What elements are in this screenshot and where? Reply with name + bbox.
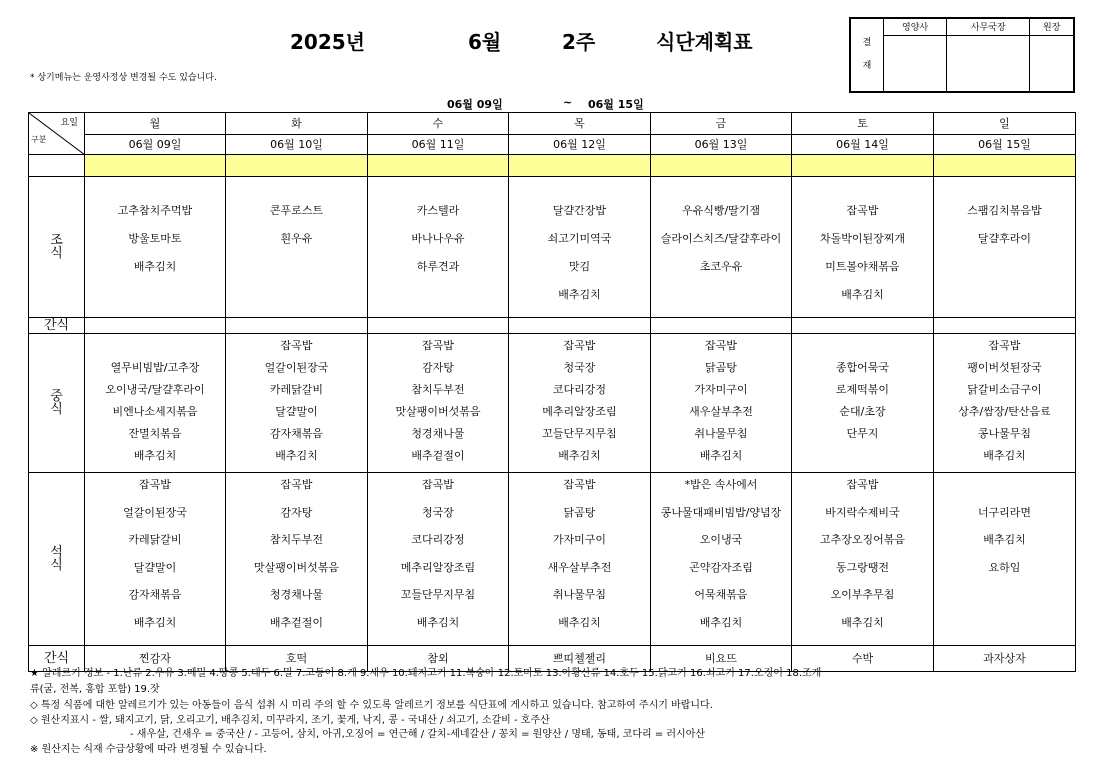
dinner-label-b: 식: [50, 557, 63, 573]
lunch-item: 잔멸치볶음: [128, 428, 182, 440]
breakfast-fri: [651, 177, 792, 318]
lunch-item: 배추겉절이: [411, 450, 465, 462]
dinner-item: 가자미구이: [552, 534, 607, 547]
breakfast-tue: [226, 177, 368, 318]
lunch-item: 상추/쌈장/탄산음료: [958, 406, 1051, 418]
lunch-item: 청경채나물: [411, 428, 465, 440]
dinner-item: 배추김치: [416, 616, 460, 629]
lunch-item: 잡곡밥: [280, 340, 313, 352]
breakfast-item: 바나나우유: [411, 233, 465, 245]
breakfast-item: 잡곡밥: [846, 205, 879, 217]
dinner-item: 요하임: [988, 561, 1021, 574]
dinner-item: 잡곡밥: [280, 479, 313, 491]
lunch-item: 오이냉국/달걀후라이: [105, 384, 205, 396]
day-sun: 일: [934, 113, 1076, 135]
dinner-item: [934, 589, 1075, 617]
breakfast-label-b: 식: [50, 246, 63, 261]
dinner-item: 배추김치: [133, 616, 177, 629]
lunch-item: 잡곡밥: [705, 340, 737, 352]
title-year: 2025년: [290, 30, 365, 54]
breakfast-label-a: 조: [50, 233, 63, 248]
breakfast-item: 하루견과: [416, 261, 460, 273]
lunch-item: 닭곰탕: [705, 362, 737, 374]
breakfast-item: 달걀후라이: [977, 233, 1032, 245]
snack1-cell: [85, 318, 226, 334]
lunch-sun: [934, 334, 1076, 473]
dinner-item: 너구리라면: [977, 506, 1032, 519]
date-wed: 06월 11일: [368, 135, 509, 155]
lunch-item: 참치두부전: [411, 384, 465, 396]
approval-box: [849, 17, 1075, 93]
dinner-item: 오이부추무침: [830, 589, 895, 602]
dinner-sun: [934, 473, 1076, 646]
dinner-item: 맛살팽이버섯볶음: [253, 561, 339, 574]
dinner-item: [934, 617, 1075, 645]
dinner-tue: [226, 473, 368, 646]
dinner-item: 감자채볶음: [128, 589, 182, 602]
highlight-cell: [85, 155, 226, 177]
lunch-sat: [792, 334, 934, 473]
snack1-cell: [226, 318, 368, 334]
breakfast-item: 방울토마토: [128, 233, 182, 245]
approval-label-bottom: 재: [862, 61, 872, 71]
dinner-item: 배추김치: [983, 534, 1026, 547]
header-corner-top: 요일: [60, 118, 78, 128]
dinner-item: 오이냉국: [699, 534, 743, 547]
lunch-item: 가자미구이: [694, 384, 748, 396]
day-thu: 목: [509, 113, 651, 135]
lunch-item: [792, 340, 933, 362]
dinner-item: 코다리강정: [411, 534, 465, 547]
dinner-thu: [509, 473, 651, 646]
dinner-mon: [85, 473, 226, 646]
approval-header-office-manager: 사무국장: [947, 18, 1030, 35]
breakfast-item: 초코우유: [699, 261, 743, 273]
lunch-item: [792, 450, 933, 472]
lunch-wed: [368, 334, 509, 473]
dinner-item: 잡곡밥: [846, 479, 879, 491]
breakfast-item: 고추참치주먹밥: [117, 205, 193, 217]
footer-origin-line2: - 새우살, 건새우 = 중국산 / - 고등어, 삼치, 아귀,오징어 = 연근해 / 갈치-세네갈산 / 꽁치 = 원양산 / 명태, 동태, 코다리 = 러시아산: [130, 729, 706, 740]
lunch-item: 닭갈비소금구이: [967, 384, 1042, 396]
lunch-item: 얼갈이된장국: [264, 362, 329, 374]
lunch-item: 취나물무침: [694, 428, 748, 440]
footer-allergy-line1: ★ 알레르기 정보 - 1.난류 2.우유 3.메밀 4.땅콩 5.대두 6.밀 7.고등어 8.게 9.새우 10.돼지고기 11.복숭아 12.토마토 13.아황산류 14.호두 15.닭고기 16.쇠고기 17.오징어 18.조개: [30, 668, 822, 679]
dinner-item: 바지락수제비국: [825, 506, 900, 519]
lunch-item: 감자채볶음: [269, 428, 324, 440]
dinner-item: *밥은 속사에서: [684, 479, 758, 491]
lunch-item: 종합어묵국: [835, 362, 890, 374]
approval-label-top: 결: [862, 37, 872, 48]
snack1-cell: [651, 318, 792, 334]
breakfast-item: 배추김치: [841, 289, 884, 301]
lunch-item: 팽이버섯된장국: [967, 362, 1042, 374]
note-top: * 상기메뉴는 운영사정상 변경될 수도 있습니다.: [30, 73, 217, 83]
highlight-cell: [651, 155, 792, 177]
dinner-item: 감자탕: [280, 506, 313, 519]
snack1-cell: [792, 318, 934, 334]
breakfast-item: 미트볼야채볶음: [825, 261, 900, 273]
snack2-thu: 쁘띠첼젤리: [509, 645, 651, 671]
highlight-label: [29, 155, 85, 177]
snack1-cell: [368, 318, 509, 334]
lunch-item: 비엔나소세지볶음: [112, 406, 198, 418]
lunch-item: 달걀말이: [275, 406, 318, 418]
highlight-cell: [368, 155, 509, 177]
lunch-item: 잡곡밥: [563, 340, 596, 352]
footer-origin-line1: ◇ 원산지표시 - 쌀, 돼지고기, 닭, 오리고기, 배추김치, 미꾸라지, 조기, 꽃게, 낙지, 콩 - 국내산 / 쇠고기, 소갈비 - 호주산: [30, 715, 550, 726]
snack2-mon: 찐감자: [85, 645, 226, 671]
lunch-thu: [509, 334, 651, 473]
snack1-cell: [934, 318, 1076, 334]
lunch-fri: [651, 334, 792, 473]
lunch-item: 배추김치: [983, 450, 1026, 462]
date-thu: 06월 12일: [509, 135, 651, 155]
approval-label: [850, 18, 884, 92]
lunch-item: 카레닭갈비: [269, 384, 324, 396]
breakfast-item: 스팸김치볶음밥: [967, 205, 1042, 217]
header-corner-bottom: 구분: [31, 135, 47, 144]
breakfast-item: 카스텔라: [416, 205, 460, 217]
breakfast-sat: [792, 177, 934, 318]
snack1-cell: [509, 318, 651, 334]
lunch-item: 열무비빔밥/고추장: [110, 362, 200, 374]
breakfast-item: 배추김치: [558, 289, 601, 301]
highlight-cell: [226, 155, 368, 177]
highlight-cell: [934, 155, 1076, 177]
lunch-label: [29, 334, 85, 473]
dinner-item: 꼬들단무지무침: [400, 589, 476, 602]
lunch-item: [85, 340, 225, 362]
lunch-item: 배추김치: [699, 450, 743, 462]
approval-sign-office-manager[interactable]: [947, 35, 1030, 92]
footer-allergy-line2: 류(굴, 전복, 홍합 포함) 19.잣: [30, 684, 160, 695]
breakfast-item: 배추김치: [133, 261, 177, 273]
highlight-row: [29, 155, 1076, 177]
dinner-wed: [368, 473, 509, 646]
dinner-item: 얼갈이된장국: [123, 506, 187, 519]
lunch-item: 꼬들단무지무침: [542, 428, 617, 440]
day-sat: 토: [792, 113, 934, 135]
dinner-label: [29, 473, 85, 646]
dinner-fri: [651, 473, 792, 646]
dinner-item: 메추리알장조림: [400, 561, 476, 574]
lunch-item: 잡곡밥: [988, 340, 1021, 352]
breakfast-item: 흰우유: [280, 233, 313, 245]
breakfast-item: 콘푸로스트: [269, 205, 324, 217]
breakfast-item: 슬라이스치즈/달걀후라이: [660, 233, 782, 245]
date-fri: 06월 13일: [651, 135, 792, 155]
title-name: 식단계획표: [656, 30, 753, 54]
snack2-tue: 호떡: [226, 645, 368, 671]
date-sat: 06월 14일: [792, 135, 934, 155]
breakfast-item: 쇠고기미역국: [547, 233, 612, 245]
dinner-item: 동그랑땡전: [835, 561, 890, 574]
lunch-mon: [85, 334, 226, 473]
lunch-item: 코다리강정: [552, 384, 607, 396]
header-corner: [29, 113, 85, 155]
dinner-label-a: 석: [50, 544, 63, 560]
lunch-item: 새우살부추전: [689, 406, 753, 418]
dinner-sat: [792, 473, 934, 646]
snack2-sat: 수박: [792, 645, 934, 671]
lunch-item: 콩나물무침: [977, 428, 1032, 440]
period-end: 06월 15일: [588, 98, 644, 111]
breakfast-label: [29, 177, 85, 318]
snack2-wed: 참외: [368, 645, 509, 671]
snack2-label: 간식: [29, 645, 85, 671]
approval-header-nutritionist: 영양사: [884, 18, 947, 35]
day-tue: 화: [226, 113, 368, 135]
footer-origin-notice: ※ 원산지는 식재 수급상황에 따라 변경될 수 있습니다.: [30, 744, 267, 755]
highlight-cell: [509, 155, 651, 177]
dinner-item: 새우살부추전: [547, 561, 612, 574]
dinner-item: 곤약감자조림: [689, 561, 753, 574]
snack2-fri: 비요뜨: [651, 645, 792, 671]
lunch-tue: [226, 334, 368, 473]
period-start: 06월 09일: [447, 98, 503, 111]
dinner-item: 취나물무침: [552, 589, 607, 602]
day-mon: 월: [85, 113, 226, 135]
dinner-item: 배추겉절이: [269, 616, 324, 629]
footer-allergy-notice: ◇ 특정 식품에 대한 알레르기가 있는 아동들이 음식 섭취 시 미리 주의 할 수 있도록 알레르기 정보를 식단표에 게시하고 있습니다. 참고하여 주시기 바랍니다.: [30, 700, 713, 711]
dinner-item: 배추김치: [699, 616, 743, 629]
dinner-item: 닭곰탕: [563, 506, 596, 519]
dinner-item: 청국장: [422, 506, 454, 519]
dinner-item: 잡곡밥: [139, 479, 171, 491]
lunch-label-a: 중: [50, 389, 63, 404]
breakfast-mon: [85, 177, 226, 318]
title-week: 2주: [562, 30, 596, 54]
dinner-item: 잡곡밥: [563, 479, 596, 491]
lunch-item: 배추김치: [558, 450, 601, 462]
snack1-label: 간식: [29, 318, 85, 334]
dinner-item: 카레닭갈비: [128, 534, 182, 547]
dinner-item: 참치두부전: [269, 534, 324, 547]
dinner-item: 고추장오징어볶음: [819, 534, 905, 547]
lunch-item: 맛살팽이버섯볶음: [395, 406, 481, 418]
dinner-item: [934, 479, 1075, 507]
date-tue: 06월 10일: [226, 135, 368, 155]
day-fri: 금: [651, 113, 792, 135]
menu-table: [28, 112, 1076, 672]
breakfast-item: 달걀간장밥: [552, 205, 607, 217]
lunch-item: 잡곡밥: [422, 340, 454, 352]
lunch-item: 메추리알장조림: [542, 406, 617, 418]
dinner-item: 배추김치: [841, 616, 884, 629]
dinner-item: 어묵채볶음: [694, 589, 748, 602]
approval-sign-nutritionist[interactable]: [884, 35, 947, 92]
lunch-item: 배추김치: [133, 450, 177, 462]
day-wed: 수: [368, 113, 509, 135]
breakfast-wed: [368, 177, 509, 318]
snack2-sun: 과자상자: [934, 645, 1076, 671]
breakfast-sun: [934, 177, 1076, 318]
dinner-item: 잡곡밥: [422, 479, 454, 491]
approval-sign-director[interactable]: [1030, 35, 1074, 92]
date-mon: 06월 09일: [85, 135, 226, 155]
lunch-item: 청국장: [563, 362, 596, 374]
dinner-item: 청경채나물: [269, 589, 324, 602]
dinner-item: 콩나물대패비빔밥/양념장: [660, 506, 782, 519]
date-sun: 06월 15일: [934, 135, 1076, 155]
lunch-item: 배추김치: [275, 450, 318, 462]
lunch-item: 순대/초장: [839, 406, 886, 418]
dinner-item: 배추김치: [558, 616, 601, 629]
highlight-cell: [792, 155, 934, 177]
breakfast-item: 맛김: [568, 261, 591, 273]
breakfast-thu: [509, 177, 651, 318]
lunch-item: 단무지: [846, 428, 879, 440]
period-sep: ~: [563, 96, 573, 109]
breakfast-item: 차돌박이된장찌개: [819, 233, 905, 245]
approval-header-director: 원장: [1030, 18, 1074, 35]
lunch-item: 감자탕: [422, 362, 454, 374]
lunch-item: 로제떡볶이: [835, 384, 890, 396]
dinner-item: 달걀말이: [133, 561, 177, 574]
breakfast-item: 우유식빵/딸기잼: [681, 205, 761, 217]
title-month: 6월: [468, 30, 502, 54]
lunch-label-b: 식: [50, 402, 63, 417]
